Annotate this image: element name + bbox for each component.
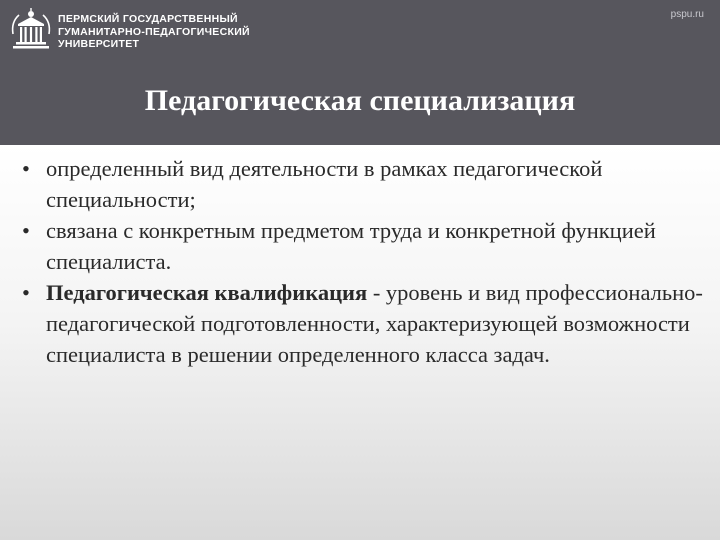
bullet-marker: • [22,156,30,181]
bullet-bold-term: Педагогическая квалификация [46,280,368,305]
bullet-item [22,153,712,215]
site-url: pspu.ru [670,9,704,20]
bullet-item [22,215,712,277]
bullet-list [22,153,712,370]
bullet-marker: • [22,218,30,243]
university-name-line: ПЕРМСКИЙ ГОСУДАРСТВЕННЫЙ [58,13,238,25]
slide-title: Педагогическая специализация [144,84,576,117]
bullet-text: связана с конкретным предметом труда и конкретной функцией специалиста. [46,218,656,274]
university-name-line: УНИВЕРСИТЕТ [58,38,140,50]
slide-header [0,0,720,145]
university-logo-icon [10,8,52,52]
university-name [58,13,250,51]
slide-content [0,145,720,540]
bullet-text: - уровень и вид профессионально-педагогической подготовленности, характеризующей возможности специалиста в решении определенного класса задач. [46,280,703,367]
bullet-text: определенный вид деятельности в рамках педагогической специальности; [46,156,603,212]
university-name-line: ГУМАНИТАРНО-ПЕДАГОГИЧЕСКИЙ [58,25,250,38]
bullet-item [22,277,712,370]
bullet-marker: • [22,280,30,305]
